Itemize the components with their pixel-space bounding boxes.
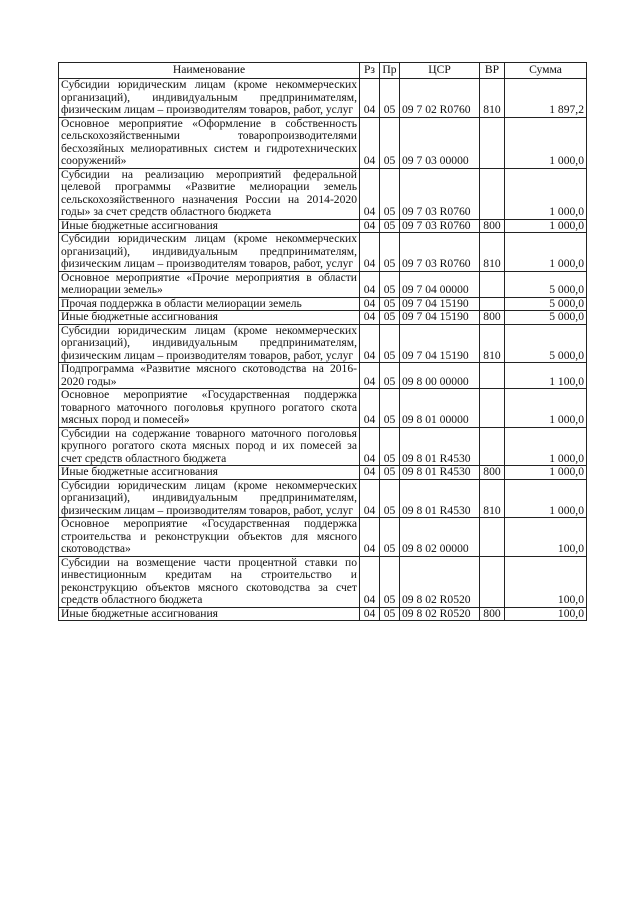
cell-pr: 05 — [380, 324, 400, 363]
cell-vr: 810 — [480, 233, 505, 272]
header-sum: Сумма — [505, 63, 587, 79]
table-row — [59, 556, 587, 607]
cell-vr — [480, 518, 505, 557]
cell-name: Субсидии на содержание товарного маточного поголовья крупного рогатого скота мясных пород и их помесей за счет средств областного бюджета — [59, 427, 360, 466]
table-row — [59, 607, 587, 621]
cell-rz: 04 — [360, 607, 380, 621]
table-row — [59, 466, 587, 480]
cell-csr: 09 8 01 R4530 — [400, 427, 480, 466]
table-row — [59, 389, 587, 428]
table-row — [59, 311, 587, 325]
table-row — [59, 219, 587, 233]
cell-sum: 1 000,0 — [505, 427, 587, 466]
table-row — [59, 271, 587, 297]
cell-csr: 09 7 03 R0760 — [400, 233, 480, 272]
cell-vr — [480, 117, 505, 168]
cell-rz: 04 — [360, 219, 380, 233]
cell-vr — [480, 389, 505, 428]
cell-csr: 09 7 04 00000 — [400, 271, 480, 297]
table-row — [59, 427, 587, 466]
cell-rz: 04 — [360, 427, 380, 466]
table-header-row — [59, 63, 587, 79]
cell-csr: 09 7 04 15190 — [400, 324, 480, 363]
table-row — [59, 117, 587, 168]
cell-sum: 1 000,0 — [505, 219, 587, 233]
cell-pr: 05 — [380, 466, 400, 480]
cell-sum: 1 000,0 — [505, 466, 587, 480]
cell-sum: 1 000,0 — [505, 168, 587, 219]
cell-vr: 800 — [480, 607, 505, 621]
cell-rz: 04 — [360, 389, 380, 428]
cell-pr: 05 — [380, 363, 400, 389]
cell-pr: 05 — [380, 297, 400, 311]
cell-sum: 5 000,0 — [505, 311, 587, 325]
cell-csr: 09 7 02 R0760 — [400, 79, 480, 118]
cell-rz: 04 — [360, 79, 380, 118]
header-csr: ЦСР — [400, 63, 480, 79]
cell-vr — [480, 168, 505, 219]
cell-rz: 04 — [360, 363, 380, 389]
cell-csr: 09 8 01 R4530 — [400, 479, 480, 518]
cell-rz: 04 — [360, 311, 380, 325]
cell-sum: 5 000,0 — [505, 324, 587, 363]
cell-sum: 100,0 — [505, 518, 587, 557]
cell-csr: 09 7 04 15190 — [400, 297, 480, 311]
cell-name: Прочая поддержка в области мелиорации земель — [59, 297, 360, 311]
cell-rz: 04 — [360, 271, 380, 297]
cell-vr: 810 — [480, 479, 505, 518]
cell-csr: 09 8 02 R0520 — [400, 556, 480, 607]
cell-csr: 09 7 03 00000 — [400, 117, 480, 168]
cell-sum: 5 000,0 — [505, 271, 587, 297]
cell-rz: 04 — [360, 466, 380, 480]
cell-rz: 04 — [360, 168, 380, 219]
table-row — [59, 297, 587, 311]
header-vr: ВР — [480, 63, 505, 79]
cell-rz: 04 — [360, 518, 380, 557]
cell-sum: 5 000,0 — [505, 297, 587, 311]
cell-vr: 810 — [480, 324, 505, 363]
cell-name: Субсидии юридическим лицам (кроме некоммерческих организаций), индивидуальным предпринимателям, физическим лицам – производителям товаров, работ, услуг — [59, 324, 360, 363]
cell-pr: 05 — [380, 427, 400, 466]
cell-pr: 05 — [380, 79, 400, 118]
cell-pr: 05 — [380, 518, 400, 557]
cell-rz: 04 — [360, 479, 380, 518]
header-pr: Пр — [380, 63, 400, 79]
table-row — [59, 363, 587, 389]
cell-rz: 04 — [360, 556, 380, 607]
budget-table — [58, 62, 587, 621]
cell-pr: 05 — [380, 311, 400, 325]
cell-vr — [480, 556, 505, 607]
cell-pr: 05 — [380, 219, 400, 233]
cell-rz: 04 — [360, 117, 380, 168]
cell-name: Основное мероприятие «Прочие мероприятия в области мелиорации земель» — [59, 271, 360, 297]
cell-name: Подпрограмма «Развитие мясного скотоводства на 2016-2020 годы» — [59, 363, 360, 389]
cell-name: Иные бюджетные ассигнования — [59, 607, 360, 621]
header-name: Наименование — [59, 63, 360, 79]
cell-name: Иные бюджетные ассигнования — [59, 466, 360, 480]
cell-pr: 05 — [380, 556, 400, 607]
cell-name: Субсидии юридическим лицам (кроме некоммерческих организаций), индивидуальным предпринимателям, физическим лицам – производителям товаров, работ, услуг — [59, 79, 360, 118]
cell-vr — [480, 297, 505, 311]
cell-sum: 1 000,0 — [505, 479, 587, 518]
cell-pr: 05 — [380, 117, 400, 168]
cell-vr: 810 — [480, 79, 505, 118]
cell-pr: 05 — [380, 607, 400, 621]
cell-csr: 09 8 01 R4530 — [400, 466, 480, 480]
cell-pr: 05 — [380, 168, 400, 219]
cell-sum: 100,0 — [505, 607, 587, 621]
cell-csr: 09 7 03 R0760 — [400, 168, 480, 219]
cell-name: Основное мероприятие «Государственная поддержка строительства и реконструкции объектов для мясного скотоводства» — [59, 518, 360, 557]
cell-vr — [480, 363, 505, 389]
cell-pr: 05 — [380, 479, 400, 518]
cell-csr: 09 8 02 R0520 — [400, 607, 480, 621]
cell-csr: 09 8 01 00000 — [400, 389, 480, 428]
cell-rz: 04 — [360, 324, 380, 363]
cell-pr: 05 — [380, 233, 400, 272]
cell-name: Субсидии юридическим лицам (кроме некоммерческих организаций), индивидуальным предпринимателям, физическим лицам – производителям товаров, работ, услуг — [59, 233, 360, 272]
table-row — [59, 168, 587, 219]
table-row — [59, 518, 587, 557]
cell-vr: 800 — [480, 219, 505, 233]
table-row — [59, 324, 587, 363]
cell-vr — [480, 427, 505, 466]
table-row — [59, 233, 587, 272]
table-row — [59, 479, 587, 518]
cell-name: Основное мероприятие «Государственная поддержка товарного маточного поголовья крупного рогатого скота мясных пород и помесей» — [59, 389, 360, 428]
cell-name: Субсидии на реализацию мероприятий федеральной целевой программы «Развитие мелиорации земель сельскохозяйственного назначения России на 2014-2020 годы» за счет средств областного бюджета — [59, 168, 360, 219]
header-rz: Рз — [360, 63, 380, 79]
cell-name: Субсидии на возмещение части процентной ставки по инвестиционным кредитам на строительство и реконструкцию объектов мясного скотоводства за счет средств областного бюджета — [59, 556, 360, 607]
cell-csr: 09 7 04 15190 — [400, 311, 480, 325]
cell-pr: 05 — [380, 389, 400, 428]
cell-name: Иные бюджетные ассигнования — [59, 311, 360, 325]
cell-rz: 04 — [360, 297, 380, 311]
cell-vr: 800 — [480, 466, 505, 480]
cell-vr — [480, 271, 505, 297]
cell-sum: 1 000,0 — [505, 233, 587, 272]
cell-sum: 1 000,0 — [505, 389, 587, 428]
cell-sum: 1 897,2 — [505, 79, 587, 118]
cell-name: Субсидии юридическим лицам (кроме некоммерческих организаций), индивидуальным предпринимателям, физическим лицам – производителям товаров, работ, услуг — [59, 479, 360, 518]
cell-csr: 09 8 02 00000 — [400, 518, 480, 557]
table-row — [59, 79, 587, 118]
cell-sum: 1 000,0 — [505, 117, 587, 168]
cell-rz: 04 — [360, 233, 380, 272]
cell-csr: 09 8 00 00000 — [400, 363, 480, 389]
cell-sum: 1 100,0 — [505, 363, 587, 389]
cell-name: Основное мероприятие «Оформление в собственность сельскохозяйственными товаропроизводителями бесхозяйных мелиоративных систем и гидротехнических сооружений» — [59, 117, 360, 168]
cell-csr: 09 7 03 R0760 — [400, 219, 480, 233]
cell-vr: 800 — [480, 311, 505, 325]
cell-name: Иные бюджетные ассигнования — [59, 219, 360, 233]
cell-sum: 100,0 — [505, 556, 587, 607]
cell-pr: 05 — [380, 271, 400, 297]
